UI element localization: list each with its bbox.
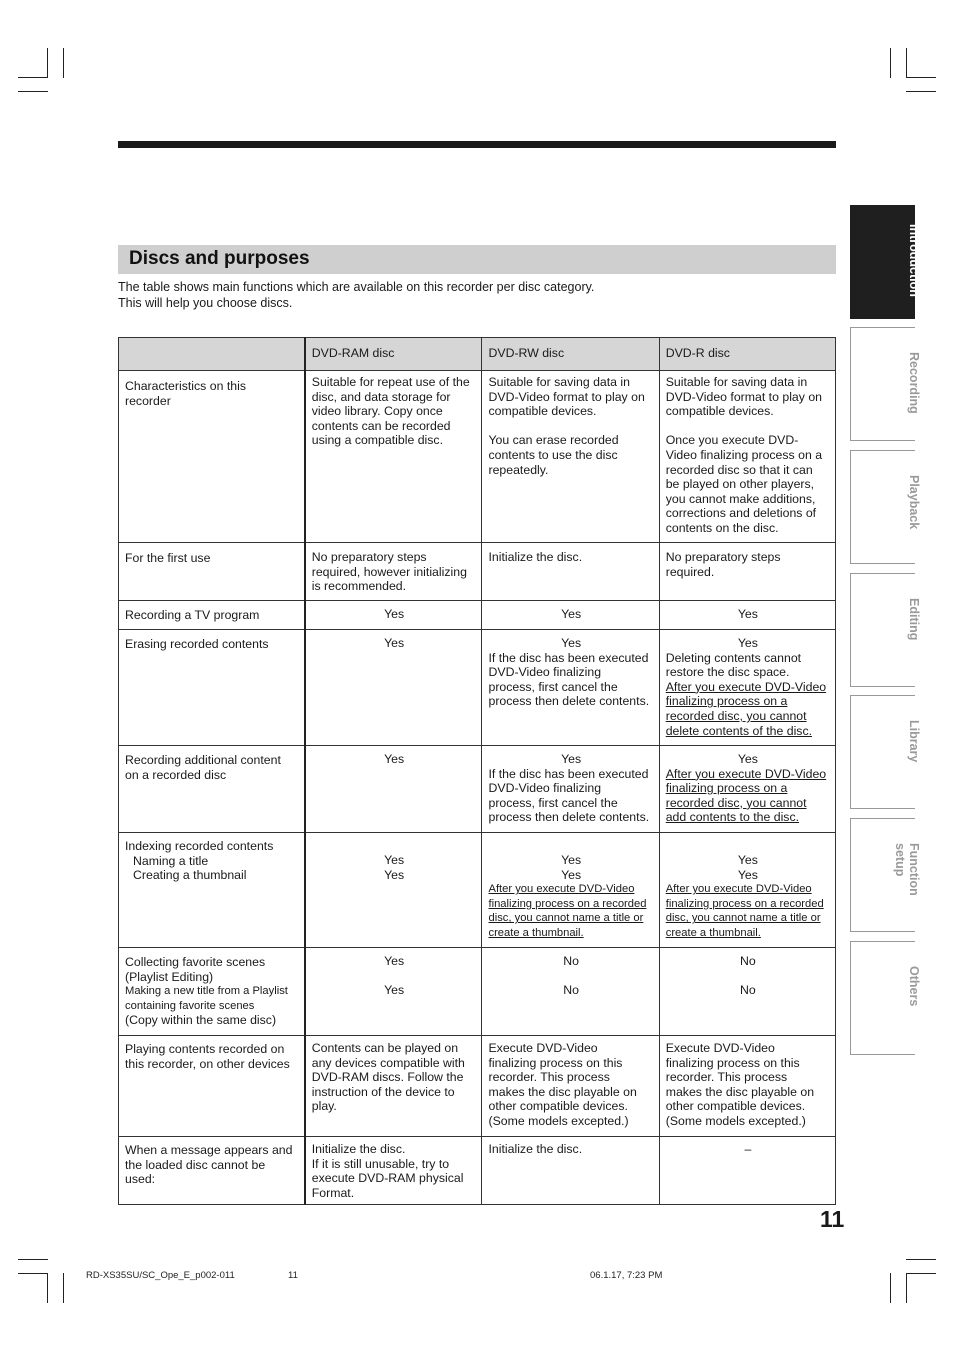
intro-line: This will help you choose discs.	[118, 296, 293, 310]
cell-r: Yes Deleting contents cannot restore the disc space. After you execute DVD-Video finalizing process on a recorded disc, you cannot delete contents of the disc.	[659, 630, 835, 746]
table-header-row	[119, 338, 836, 371]
cell-rw: Yes Yes After you execute DVD-Video finalizing process on a recorded disc, you cannot name a title or create a thumbnail.	[482, 833, 659, 948]
intro-line: The table shows main functions which are available on this recorder per disc category.	[118, 280, 595, 294]
table-row	[119, 601, 836, 630]
cell-r: Execute DVD-Video finalizing process on this recorder. This process makes the disc playable on other compatible devices. (Some models excepted.)	[659, 1036, 835, 1137]
section-header	[118, 245, 836, 274]
row-label: Recording additional content on a recorded disc	[119, 746, 305, 833]
crop-mark	[63, 1273, 64, 1303]
cell-r: Yes	[659, 601, 835, 630]
tab-library[interactable]: Library	[850, 695, 915, 809]
cell-ram: No preparatory steps required, however initializing is recommended.	[305, 543, 482, 601]
intro-text	[118, 279, 718, 311]
table-row	[119, 543, 836, 601]
cell-ram: Yes	[305, 746, 482, 833]
cell-r: Yes Yes After you execute DVD-Video finalizing process on a recorded disc, you cannot name a title or create a thumbnail.	[659, 833, 835, 948]
crop-mark	[18, 91, 48, 92]
crop-mark	[18, 1273, 48, 1274]
row-label: For the first use	[119, 543, 305, 601]
cell-rw: Yes If the disc has been executed DVD-Video finalizing process, first cancel the process then delete contents.	[482, 630, 659, 746]
cell-rw: No No	[482, 948, 659, 1036]
cell-r: Suitable for saving data in DVD-Video format to play on compatible devices. Once you execute DVD- Video finalizing process on a recorded disc so that it can be played on other players, you cannot make additions, corrections and deletions of contents on the disc.	[659, 371, 835, 543]
cell-r: Yes After you execute DVD-Video finalizing process on a recorded disc, you cannot add contents to the disc.	[659, 746, 835, 833]
row-label: Characteristics on this recorder	[119, 371, 305, 543]
tab-others[interactable]: Others	[850, 941, 915, 1055]
row-label: Collecting favorite scenes (Playlist Editing) Making a new title from a Playlist containing favorite scenes (Copy within the same disc)	[119, 948, 305, 1036]
table-row	[119, 746, 836, 833]
footer-page: 11	[288, 1270, 298, 1281]
crop-mark	[906, 1273, 936, 1274]
cell-r: –	[659, 1137, 835, 1205]
tab-introduction[interactable]: Introduction	[850, 205, 915, 319]
cell-ram: Contents can be played on any devices compatible with DVD-RAM discs. Follow the instruction of the device to play.	[305, 1036, 482, 1137]
page-number: 11	[820, 1206, 845, 1232]
crop-mark	[47, 1273, 48, 1303]
cell-ram: Yes Yes	[305, 948, 482, 1036]
cell-ram: Yes	[305, 601, 482, 630]
tab-recording[interactable]: Recording	[850, 327, 915, 441]
cell-ram: Yes	[305, 630, 482, 746]
cell-rw: Yes If the disc has been executed DVD-Video finalizing process, first cancel the process then delete contents.	[482, 746, 659, 833]
crop-mark	[890, 1273, 891, 1303]
tab-playback[interactable]: Playback	[850, 450, 915, 564]
crop-mark	[890, 48, 891, 78]
tab-editing[interactable]: Editing	[850, 573, 915, 687]
footer-file: RD-XS35SU/SC_Ope_E_p002-011	[86, 1270, 235, 1281]
header-dvd-ram: DVD-RAM disc	[305, 338, 482, 371]
crop-mark	[906, 91, 936, 92]
cell-rw: Initialize the disc.	[482, 1137, 659, 1205]
section-title: Discs and purposes	[129, 248, 310, 269]
table-row	[119, 1137, 836, 1205]
table-row	[119, 630, 836, 746]
cell-rw: Yes	[482, 601, 659, 630]
table-row	[119, 948, 836, 1036]
disc-comparison-table	[118, 337, 836, 1205]
crop-mark	[18, 77, 48, 78]
header-rule	[118, 141, 836, 148]
cell-r: No preparatory steps required.	[659, 543, 835, 601]
tab-function-setup[interactable]: Function setup	[850, 818, 915, 932]
row-label: Erasing recorded contents	[119, 630, 305, 746]
row-label: When a message appears and the loaded disc cannot be used:	[119, 1137, 305, 1205]
table-row	[119, 1036, 836, 1137]
crop-mark	[18, 1259, 48, 1260]
row-label: Playing contents recorded on this recorder, on other devices	[119, 1036, 305, 1137]
crop-mark	[906, 1273, 907, 1303]
cell-rw: Initialize the disc.	[482, 543, 659, 601]
row-label: Recording a TV program	[119, 601, 305, 630]
header-dvd-rw: DVD-RW disc	[482, 338, 659, 371]
crop-mark	[906, 1259, 936, 1260]
row-label: Indexing recorded contents Naming a title Creating a thumbnail	[119, 833, 305, 948]
crop-mark	[63, 48, 64, 78]
table-row	[119, 833, 836, 948]
cell-ram: Yes Yes	[305, 833, 482, 948]
table-row	[119, 371, 836, 543]
crop-mark	[906, 48, 907, 78]
crop-mark	[47, 48, 48, 78]
footer-timestamp: 06.1.17, 7:23 PM	[590, 1270, 663, 1281]
cell-ram: Suitable for repeat use of the disc, and data storage for video library. Copy once contents can be recorded using a compatible disc.	[305, 371, 482, 543]
header-cell-empty	[119, 338, 305, 371]
cell-r: No No	[659, 948, 835, 1036]
header-dvd-r: DVD-R disc	[659, 338, 835, 371]
cell-rw: Execute DVD-Video finalizing process on this recorder. This process makes the disc playable on other compatible devices. (Some models excepted.)	[482, 1036, 659, 1137]
cell-rw: Suitable for saving data in DVD-Video format to play on compatible devices. You can erase recorded contents to use the disc repeatedly.	[482, 371, 659, 543]
crop-mark	[906, 77, 936, 78]
cell-ram: Initialize the disc. If it is still unusable, try to execute DVD-RAM physical Format.	[305, 1137, 482, 1205]
